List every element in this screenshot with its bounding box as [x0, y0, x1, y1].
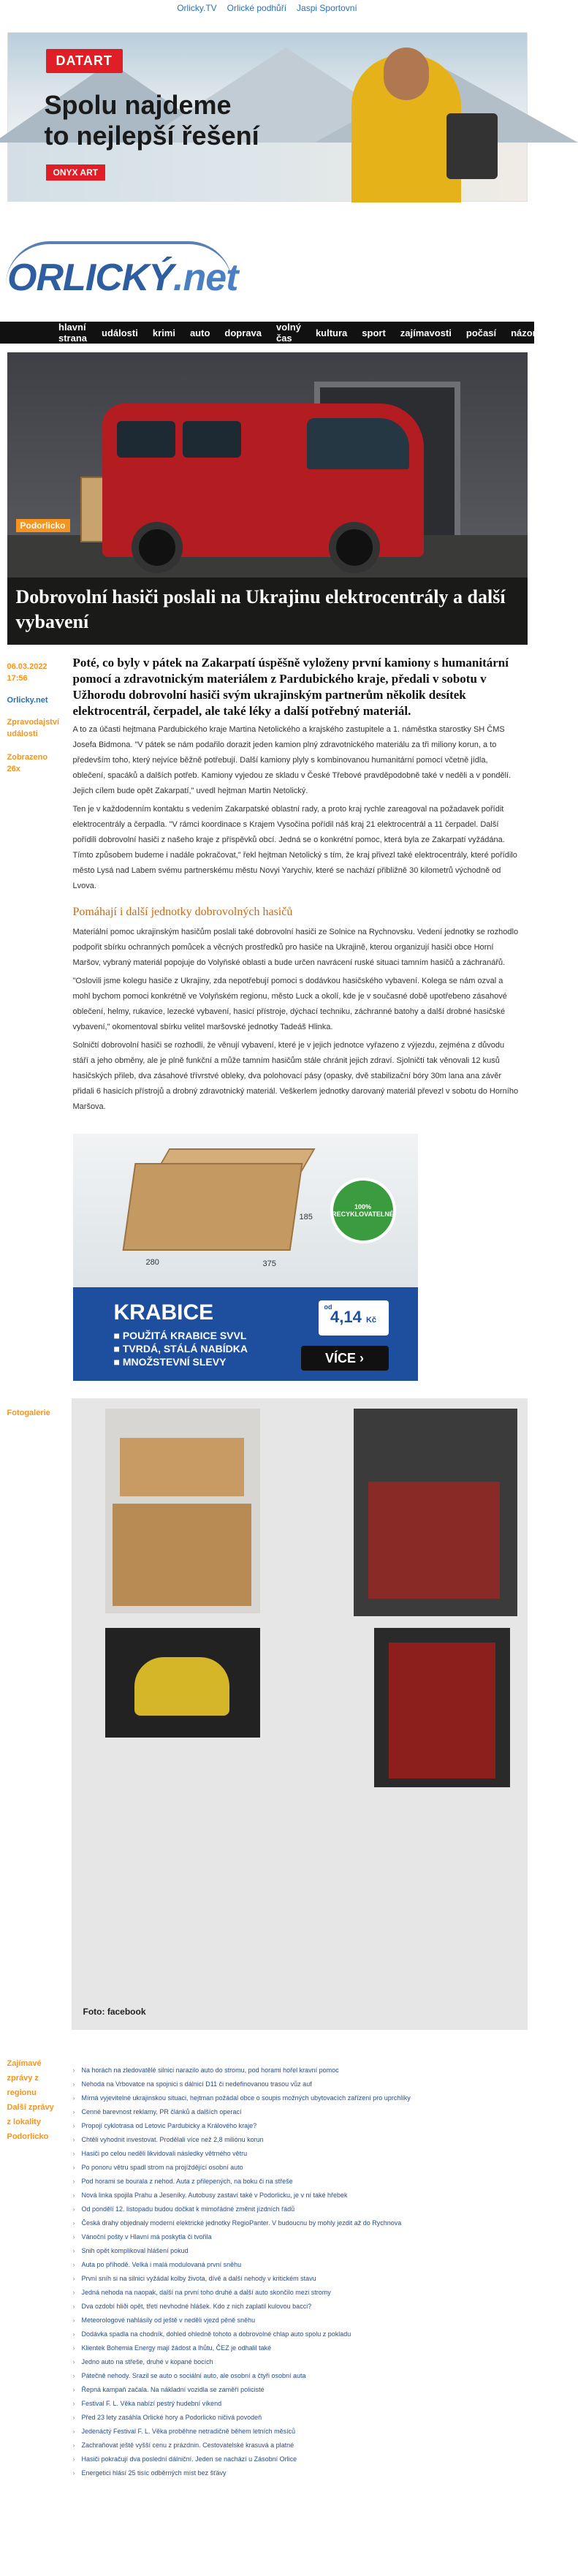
article-category-line1: Zpravodajství — [7, 718, 60, 727]
van-window — [183, 421, 241, 458]
related-item[interactable]: › Snih opět komplikoval hlášení pokud — [72, 2244, 528, 2258]
related-item[interactable]: › Pátečně nehody. Srazil se auto o sociální auto, ale osobní a čtyři osobní auta — [72, 2369, 528, 2383]
article-meta — [7, 655, 73, 1381]
nav-item-pocasi[interactable]: počasí — [465, 327, 497, 338]
related-item[interactable]: › Pod horami se bourala z nehod. Auta z přilepených, na boku či na střeše — [72, 2175, 528, 2189]
hero-fire-van — [102, 404, 424, 557]
related-item[interactable]: › Meteorologové nahlásily od ještě v neděli vjezd pěně sněhu — [72, 2314, 528, 2327]
topbar-link-orlicky-tv[interactable]: Orlicky.TV — [177, 3, 217, 13]
onyx-logo: ONYX ART — [46, 164, 106, 181]
related-news — [7, 2046, 528, 2480]
nav-item-auto[interactable]: auto — [189, 327, 210, 338]
ad-person-image — [351, 55, 461, 202]
ad-banner-datart[interactable] — [7, 32, 528, 202]
price-prefix: od — [324, 1303, 332, 1311]
views-label: Zobrazeno — [7, 753, 48, 762]
related-item[interactable]: › Před 23 lety zasáhla Orlické hory a Podorlicko ničivá povodeň — [72, 2411, 528, 2425]
more-button-label: VÍCE — [324, 1351, 356, 1365]
gallery-credit: Foto: facebook — [83, 2007, 146, 2017]
dimension-a: 280 — [145, 1258, 159, 1267]
ad-person-head — [384, 48, 429, 100]
related-item[interactable]: › Hasiči po celou neděli likvidovali následky větrného větru — [72, 2147, 528, 2161]
related-item[interactable]: › Cenné barevnost reklamy, PR článků a dalších operací — [72, 2105, 528, 2119]
main-nav — [0, 322, 541, 344]
article-title: Dobrovolní hasiči poslali na Ukrajinu elektrocentrály a další vybavení — [15, 586, 506, 632]
article-source[interactable]: Orlicky.net — [7, 696, 48, 705]
related-item[interactable]: › Nová linka spojila Prahu a Jeseníky. Autobusy zastaví také v Podorlicku, je v ní také hřebek — [72, 2189, 528, 2202]
hero-location-tag[interactable]: Podorlicko — [16, 519, 70, 532]
dimension-b: 375 — [262, 1259, 276, 1268]
ad-box-line: ■ TVRDÁ, STÁLÁ NABÍDKA — [113, 1343, 248, 1355]
article-paragraph: A to za účasti hejtmana Pardubického kraje Martina Netolického a krajského zastupitele a 1. náměstka starostky SH ČMS Josefa Bidmona. "V pátek se nám podařilo dorazit jeden kamion plný zdravotnického materiálu za tři miliony korun, a to především toho, který nejvíce běžně potřebují. Další kamiony plyly s kombinovanou humanitární pomocí včetně jídla, oblečení, spacáků a dalších potřeb. Kamiony vyjedou ze skladu v České Třebové pravděpodobně také v neděli a v pondělí. Jejich cílem bude opět Zakarpatí," uvedl hejtman Martin Netolický. — [72, 725, 512, 795]
related-item[interactable]: › Festival F. L. Věka nabízí pestrý hudební víkend — [72, 2397, 528, 2411]
photo-hasici-jackets — [389, 1643, 495, 1778]
topbar-link-jaspi[interactable]: Jaspi Sportovní — [297, 3, 357, 13]
related-item[interactable]: › Česká drahy objednaly moderní elektrické jednotky RegioPanter. V budoucnu by mohly jezdit až do Rychnova — [72, 2216, 528, 2230]
nav-item-kultura[interactable]: kultura — [315, 327, 348, 338]
gallery-photo-2[interactable] — [354, 1409, 517, 1616]
nav-item-doprava[interactable]: doprava — [224, 327, 262, 338]
ad-slogan — [45, 90, 259, 151]
gallery-section — [7, 1398, 528, 2030]
nav-item-udalosti[interactable]: události — [102, 327, 138, 338]
gallery-photo-4[interactable] — [374, 1628, 510, 1787]
van-wheel — [329, 522, 380, 573]
article-paragraph: Solničtí dobrovolní hasiči se rozhodli, že věnují vybavení, které je v jejich jednotce vyřazeno z výjezdu, zejména z důvodu stáří a jeho obměny, ale je plně funkční a může tamním hasičům stále chránit jejich zdraví. Sjolničtí tak věnovali 12 kusů hasičských přileb, dva zásahové třívrstvé obleky, dva polohovací pásy (opasky, dvě stabilizační bóry 30m lana ana závěr přidali 6 hasicích přístrojů a drobný zdravotnický materiál. Veškerlem jednotky darovaný materiál převezl v sobotu do Horního Maršova. — [72, 1041, 519, 1111]
ad-slogan-line1: Spolu najdeme — [44, 90, 232, 120]
related-item[interactable]: › Mírná vyjevitelné ukrajinskou situaci, hejtman požádal obce o soupis možných ubytovacích zařízení pro uprchlíky — [72, 2091, 528, 2105]
related-item[interactable]: › Klientek Bohemia Energy mají žádost a lhůtu, ČEZ je odhalil také — [72, 2341, 528, 2355]
article-subheading: Pomáhají i další jednotky dobrovolných hasičů — [72, 906, 293, 918]
logo-tld: .net — [173, 257, 238, 299]
article-paragraph: Ten je v každodenním kontaktu s vedením Zakarpatské oblastní rady, a proto kraj rychle zareagoval na požadavek pořídit elektrocentrály a čerpadla. "V rámci koordinace s Krajem Vysočina pořídil náš kraj 21 elektrocentrál a 11 čerpadel. Další pořídili dobrovolní hasiči z našeho kraje z příspěvků obcí. Jedná se o konkrétní pomoc, která byla ze Zakarpatí vyžádána. Tímto způsobem budeme i nadále pokračovat," řekl hejtman Netolický s tím, že kraj přivezl také elektrocentrály, které pořídilo město Lysá nad Labem svému partnerskému městu Novyi Yarychiv, které se nachází přibližně 30 kilometrů východně od Lvova. — [72, 805, 517, 890]
price-value: 4,14 — [330, 1308, 362, 1326]
related-item[interactable]: › Na horách na zledovatělé silnici narazilo auto do stromu, pod horami hořel kravní pomoc — [72, 2064, 528, 2077]
photo-equipment — [368, 1482, 500, 1599]
related-item[interactable]: › Jedno auto na střeše, druhé v kopané bocích — [72, 2355, 528, 2369]
recycle-badge: 100% RECYKLOVATELNÉ — [330, 1178, 396, 1243]
related-item[interactable]: › Nehoda na Vrbovatce na spojnici s dálnicí D11 či nedefinovanou trasou vůz auf — [72, 2077, 528, 2091]
article-views — [7, 751, 73, 775]
nav-item-nazory[interactable]: názory — [511, 327, 541, 338]
photo-boxes — [113, 1504, 251, 1606]
photo-boxes — [120, 1438, 244, 1496]
article — [7, 655, 528, 1381]
photo-gallery — [72, 1398, 528, 2030]
related-item[interactable]: › Hasiči pokračují dva poslední dálniční. Jeden se nachází u Zásobní Orlice — [72, 2452, 528, 2466]
related-list — [72, 2046, 528, 2480]
gallery-label: Fotogalerie — [7, 1398, 72, 2030]
van-wheel — [132, 522, 183, 573]
ad-box-line: ■ POUŽITÁ KRABICE SVVL — [113, 1330, 247, 1341]
nav-item-zajimavosti[interactable]: zajímavosti — [400, 327, 452, 338]
topbar — [0, 0, 534, 16]
article-date — [7, 661, 73, 684]
hero-caption — [7, 577, 528, 645]
related-item[interactable]: › Dodávka spadla na chodník, dohled ohledně tohoto a dobrovolné chlap auto spolu z pokladu — [72, 2327, 528, 2341]
nav-item-sport[interactable]: sport — [362, 327, 386, 338]
related-label-line: regionu — [7, 2088, 37, 2097]
ad-banner-krabice[interactable] — [73, 1134, 418, 1381]
article-category-line2: události — [7, 730, 38, 738]
article-paragraph: Materiální pomoc ukrajinským hasičům poslali také dobrovolní hasiči ze Solnice na Rychnovsku. Vedení jednotky se rozhodlo podpořit sbírku ochranných pomůcek a věcných prostředků pro hasiče na Ukrajině, kterou organizují hasiči obce Horní Maršov, vybraný materiál popojuje do Volyňské oblasti a bude určen navrácení ruské situaci tamním hasičů a záchranářů. — [72, 928, 519, 967]
hero-image[interactable] — [7, 352, 528, 645]
related-item[interactable]: › Po ponoru větru spadl strom na projíždějící osobní auto — [72, 2161, 528, 2175]
related-item[interactable]: › První sníh si na silnici vyžádal kolby života, dívě a další nehody v kritickém stavu — [72, 2272, 528, 2286]
van-windshield — [307, 418, 409, 469]
logo-name: ORLICKÝ — [7, 257, 173, 299]
ad-slogan-line2: to nejlepší řešení — [44, 121, 259, 151]
article-category[interactable] — [7, 716, 73, 740]
related-item[interactable]: › Vánoční pošty v Hlavní má poskytla či tvořila — [72, 2230, 528, 2244]
datart-logo: DATART — [46, 49, 123, 73]
related-item[interactable]: › Energetici hlásí 25 tisíc odběrných míst bez šťávy — [72, 2466, 528, 2480]
related-item[interactable]: › Od pondělí 12. listopadu budou dočkat k mimořádné změnit jízdních řádů — [72, 2202, 528, 2216]
gallery-photo-3[interactable] — [105, 1628, 260, 1738]
dimension-c: 185 — [299, 1213, 313, 1221]
nav-item-hlavni-strana[interactable]: hlavní strana — [58, 322, 88, 344]
gallery-photo-1[interactable] — [105, 1409, 260, 1613]
related-item[interactable]: › Jedná nehoda na naopak, další na první toho druhé a další auto skončilo mezi stromy — [72, 2286, 528, 2300]
related-label — [7, 2046, 72, 2480]
related-item[interactable]: › Propojí cyklotrasa od Letovic Pardubicky a Králového kraje? — [72, 2119, 528, 2133]
related-label-line: Další zprávy — [7, 2103, 54, 2112]
related-label-line: Podorlicko — [7, 2132, 49, 2141]
related-item[interactable]: › Zachraňovat ještě vyšší cenu z prázdnin. Cestovatelské krasuvá a platné — [72, 2439, 528, 2452]
ad-device-image — [446, 113, 498, 179]
ad-box-price — [319, 1300, 389, 1336]
ad-box-more-button[interactable]: VÍCE › — [301, 1346, 389, 1371]
nav-item-volny-cas[interactable]: volný čas — [275, 322, 301, 344]
article-lead: Poté, co byly v pátek na Zakarpatí úspěšně vyloženy první kamiony s humanitární pomocí a zdravotnickým materiálem z Pardubického kraje, předali v sobotu v Užhorodu dobrovolní hasiči svým ukrajinským partnerům několik desítek elektrocentrál, čerpadel, ale také léky a další potřebný materiál. — [72, 656, 509, 718]
related-item[interactable]: › Auta po příhodě. Velká i malá modulovaná první sněhu — [72, 2258, 528, 2272]
related-item[interactable]: › Chtěli vyhodnit investovat. Prodělali více než 2,8 miliónu korun — [72, 2133, 528, 2147]
van-window — [117, 421, 175, 458]
related-label-line: Zajímavé — [7, 2059, 42, 2068]
article-body — [73, 655, 528, 1381]
ad-box-line: ■ MNOŽSTEVNÍ SLEVY — [113, 1356, 227, 1368]
related-item[interactable]: › Jedenáctý Festival F. L. Věka proběhne netradičně během letních měsíců — [72, 2425, 528, 2439]
related-label-line: z lokality — [7, 2118, 41, 2126]
logo-text — [7, 256, 237, 300]
related-item[interactable]: › Řepná kampaň začala. Na nákladní vozidla se zaměří policisté — [72, 2383, 528, 2397]
related-label-line: zprávy z — [7, 2074, 39, 2083]
article-time: 17:56 — [7, 674, 28, 683]
article-date-value: 06.03.2022 — [7, 662, 47, 671]
price-currency: Kč — [365, 1316, 376, 1325]
photo-helmets — [134, 1657, 229, 1716]
article-paragraph: "Oslovili jsme kolegu hasiče z Ukrajiny, zda nepotřebují pomoci s dodávkou hasičského vybavení. Kolega se nám ozval a mohl bychom pomoci konkrétně ve Volyňském regionu, město Luck a okolí, kde je v současné době upotřebeno zásahové oblečení, helmy, rukavice, lezecké vybavení, hasicí přístroje, dýchací techniku, záchranné batohy a další drobné hasičské vybavení," okomentoval sbírku velitel maršovské jednotky Tadeáš Hlinka. — [72, 977, 507, 1031]
views-count: 26x — [7, 765, 20, 773]
crate-image — [122, 1163, 303, 1251]
site-logo[interactable] — [0, 212, 534, 322]
nav-item-krimi[interactable]: krimi — [152, 327, 175, 338]
topbar-link-orlicke-podhuri[interactable]: Orlické podhůří — [227, 3, 287, 13]
related-item[interactable]: › Dva ozdobí hliði opět, třetí nevhodné hlášek. Kdo z nich zaplatil kulovou bacci? — [72, 2300, 528, 2314]
ad-box-title: KRABICE — [113, 1300, 214, 1325]
